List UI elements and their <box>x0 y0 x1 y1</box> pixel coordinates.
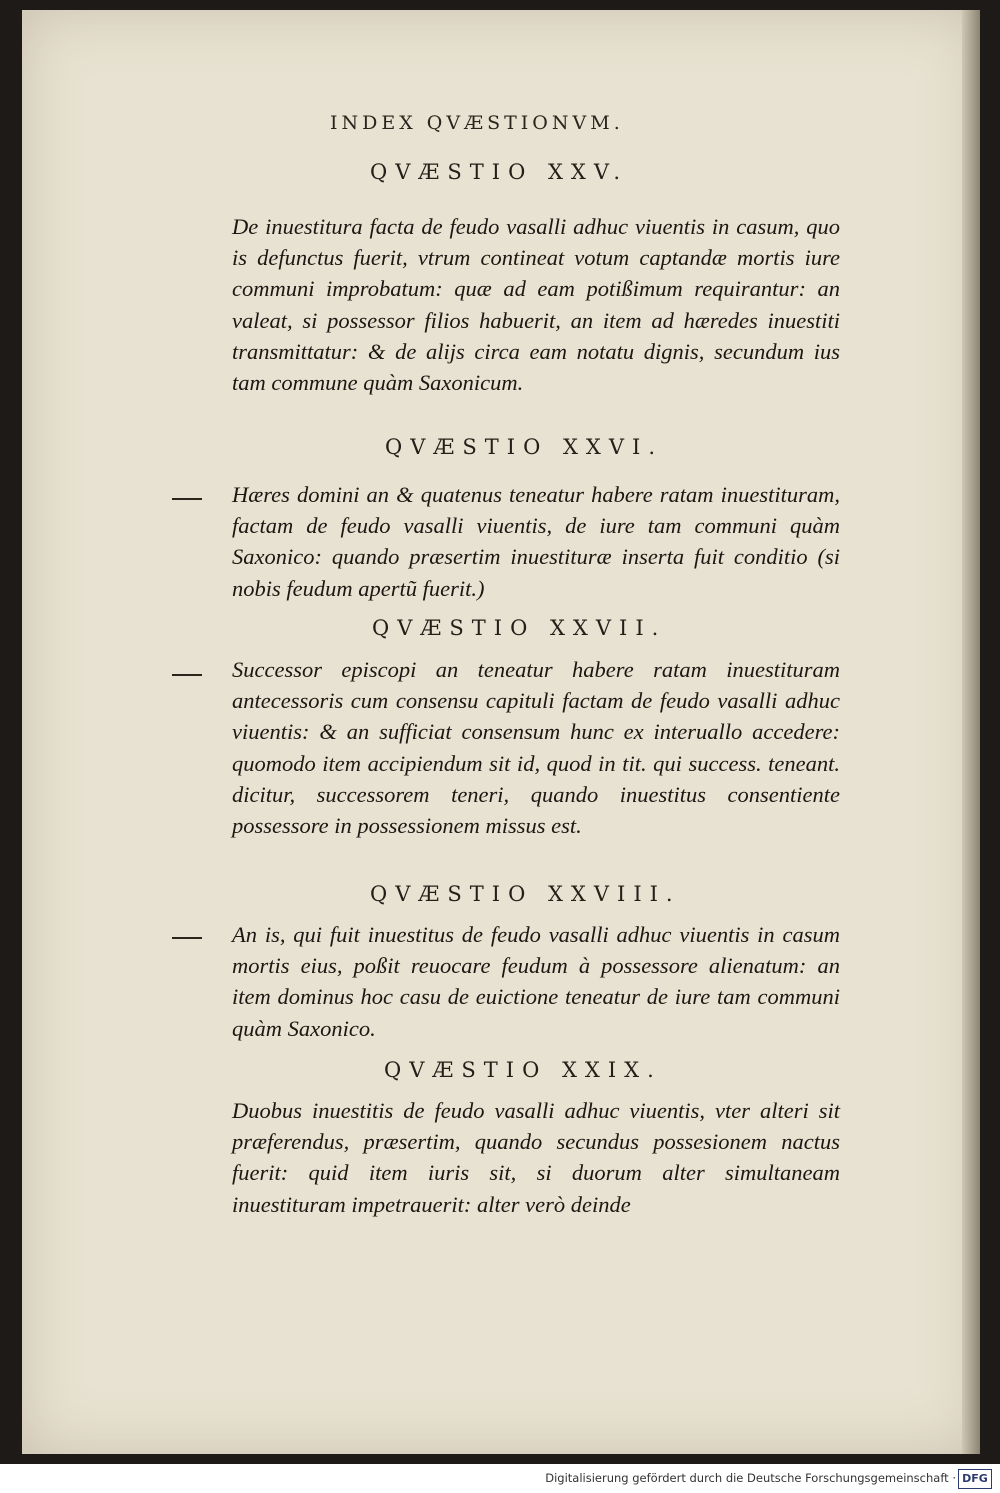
question-title: QVÆSTIO XXIX. <box>384 1058 662 1082</box>
question-text: Hæres domini an & quatenus teneatur habere ratam inuestituram, factam de feudo vasalli viuentis, de iure tam communi quàm Saxonico: quando præsertim inuestituræ inserta fuit conditio (si nobis feudum apertũ fuerit.) <box>232 482 840 601</box>
question-title: QVÆSTIO XXV. <box>370 160 629 184</box>
page-edge <box>962 10 980 1454</box>
question-text: Duobus inuestitis de feudo vasalli adhuc viuentis, vter alteri sit præferendus, præsertim, quando secundus possesionem nactus fuerit: quid item iuris sit, si duorum alter simultaneam inuestituram impetrauerit: alter verò deinde <box>232 1098 840 1217</box>
footer-bar <box>0 1464 1000 1493</box>
question-title: QVÆSTIO XXVI. <box>385 435 664 459</box>
margin-mark <box>172 937 202 939</box>
dfg-logo[interactable]: DFG <box>958 1469 992 1489</box>
question-title: QVÆSTIO XXVIII. <box>370 882 681 906</box>
question-text: An is, qui fuit inuestitus de feudo vasalli adhuc viuentis in casum mortis eius, poßit reuocare feudum à possessore alienatum: an item dominus hoc casu de euictione teneatur de iure tam communi quàm Saxonico. <box>232 922 840 1041</box>
question-title: QVÆSTIO XXVII. <box>372 616 667 640</box>
running-header: INDEX QVÆSTIONVM. <box>330 112 624 134</box>
funding-credit: Digitalisierung gefördert durch die Deutsche Forschungsgemeinschaft · <box>545 1471 956 1485</box>
question-text: De inuestitura facta de feudo vasalli adhuc viuentis in casum, quo is defunctus fuerit, vtrum contineat votum captandæ mortis iure communi improbatum: quæ ad eam potißimum requirantur: an valeat, si possessor filios habuerit, an item ad hæredes inuestiti transmittatur: & de alijs circa eam notatu dignis, secundum ius tam commune quàm Saxonicum. <box>232 214 840 396</box>
margin-mark <box>172 498 202 500</box>
question-text: Successor episcopi an teneatur habere ratam inuestituram antecessoris cum consensu capituli factam de feudo vasalli adhuc viuentis: & an sufficiat consensum hunc ex interuallo accedere: quomodo item accipiendum sit id, quod in tit. qui success. teneant. dicitur, successorem teneri, quando inuestitus consentiente possessore in possessionem missus est. <box>232 657 840 839</box>
margin-mark <box>172 674 202 676</box>
